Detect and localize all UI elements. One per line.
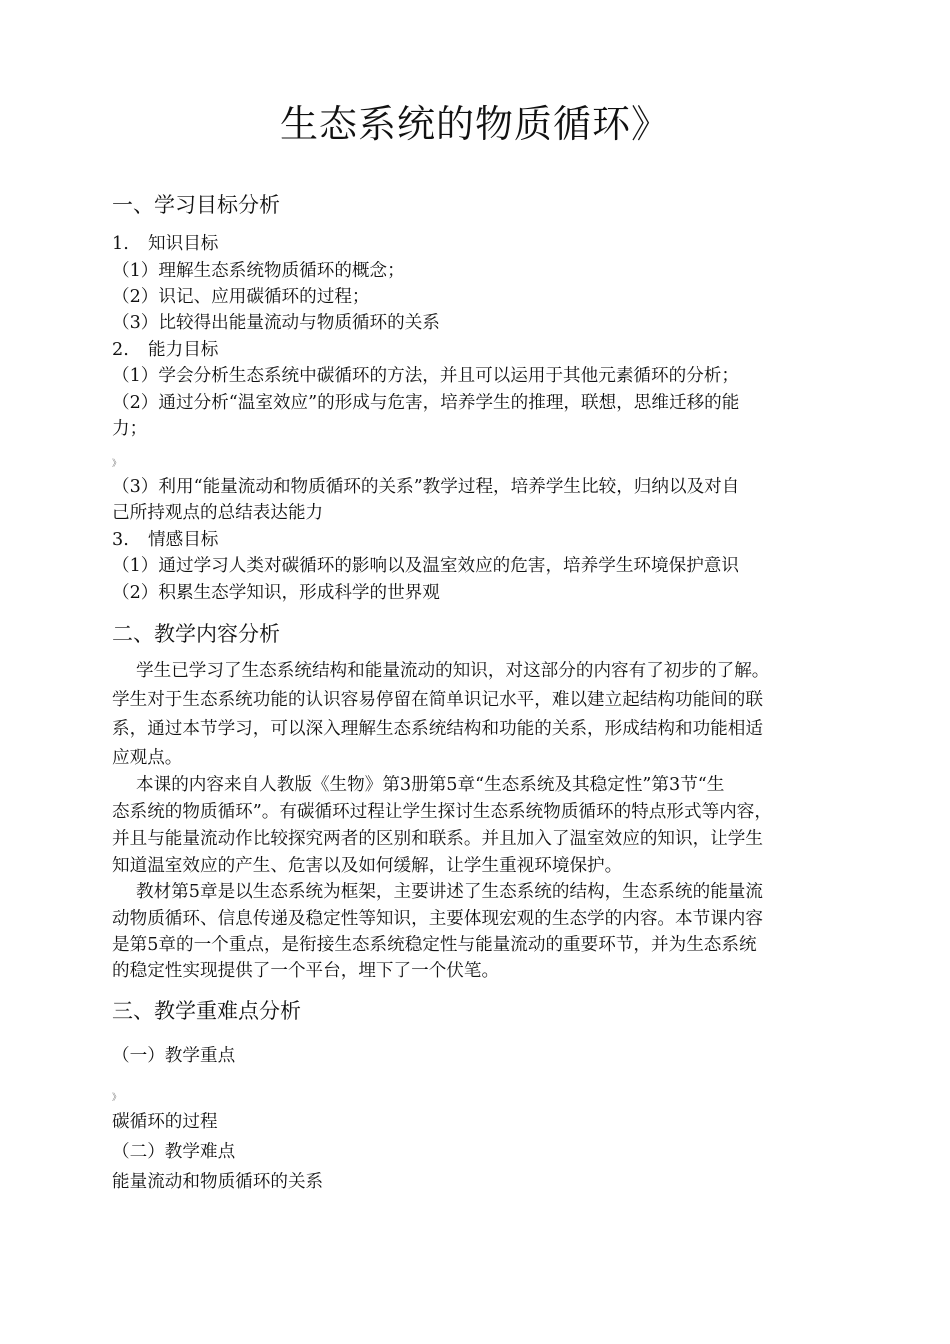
list-number: 3. — [112, 530, 129, 550]
list-item: （3）利用“能量流动和物质循环的关系”教学过程，培养学生比较，归纳以及对自 — [112, 477, 740, 497]
list-item-continuation: 己所持观点的总结表达能力 — [112, 503, 324, 523]
list-label: 知识目标 — [148, 234, 219, 254]
list-item: （1）理解生态系统物质循环的概念； — [112, 261, 405, 281]
knowledge-goal-heading — [112, 231, 872, 257]
emotion-goal-heading — [112, 527, 872, 553]
section-heading-objectives: 一、学习目标分析 — [112, 193, 280, 217]
paragraph-line: 并且与能量流动作比较探究两者的区别和联系。并且加入了温室效应的知识，让学生 — [112, 829, 763, 849]
list-item: （2）识记、应用碳循环的过程； — [112, 287, 370, 307]
paragraph-line: 知道温室效应的产生、危害以及如何缓解，让学生重视环境保护。 — [112, 856, 623, 876]
difficult-point-label: （二）教学难点 — [112, 1142, 236, 1162]
ability-goal-heading — [112, 337, 872, 363]
list-label: 能力目标 — [148, 340, 219, 360]
list-label: 情感目标 — [148, 530, 219, 550]
paragraph-line: 系，通过本节学习，可以深入理解生态系统结构和功能的关系，形成结构和功能相适 — [112, 719, 763, 739]
paragraph-line: 学生已学习了生态系统结构和能量流动的知识，对这部分的内容有了初步的了解。 — [136, 661, 770, 681]
list-item: （3）比较得出能量流动与物质循环的关系 — [112, 313, 440, 333]
list-item: （2）积累生态学知识，形成科学的世界观 — [112, 583, 440, 603]
paragraph-line: 应观点。 — [112, 748, 183, 768]
paragraph-line: 本课的内容来自人教版《生物》第3册第5章“生态系统及其稳定性”第3节“生 — [136, 775, 725, 795]
paragraph-line: 的稳定性实现提供了一个平台，埋下了一个伏笔。 — [112, 961, 500, 981]
list-item: （1）通过学习人类对碳循环的影响以及温室效应的危害，培养学生环境保护意识 — [112, 556, 739, 576]
paragraph-line: 教材第5章是以生态系统为框架，主要讲述了生态系统的结构，生态系统的能量流 — [136, 882, 763, 902]
key-point-label: （一）教学重点 — [112, 1046, 236, 1066]
paragraph-line: 是第5章的一个重点，是衔接生态系统稳定性与能量流动的重要环节，并为生态系统 — [112, 935, 757, 955]
key-point-text: 碳循环的过程 — [112, 1112, 218, 1132]
difficult-point-text: 能量流动和物质循环的关系 — [112, 1172, 324, 1192]
section-heading-content: 二、教学内容分析 — [112, 622, 280, 646]
document-title: 生态系统的物质循环》 — [279, 102, 670, 146]
list-number: 1. — [112, 234, 129, 254]
stray-mark: 》 — [112, 1093, 122, 1103]
paragraph-line: 学生对于生态系统功能的认识容易停留在简单识记水平，难以建立起结构功能间的联 — [112, 690, 763, 710]
paragraph-line: 动物质循环、信息传递及稳定性等知识，主要体现宏观的生态学的内容。本节课内容 — [112, 909, 763, 929]
paragraph-line: 态系统的物质循环”。有碳循环过程让学生探讨生态系统物质循环的特点形式等内容， — [112, 802, 772, 822]
stray-mark: 》 — [112, 459, 122, 469]
list-number: 2. — [112, 340, 129, 360]
list-item: （2）通过分析“温室效应”的形成与危害，培养学生的推理，联想，思维迁移的能 — [112, 393, 740, 413]
list-item: （1）学会分析生态系统中碳循环的方法，并且可以运用于其他元素循环的分析； — [112, 366, 739, 386]
section-heading-key-points: 三、教学重难点分析 — [112, 999, 301, 1023]
list-item-continuation: 力； — [112, 419, 148, 439]
